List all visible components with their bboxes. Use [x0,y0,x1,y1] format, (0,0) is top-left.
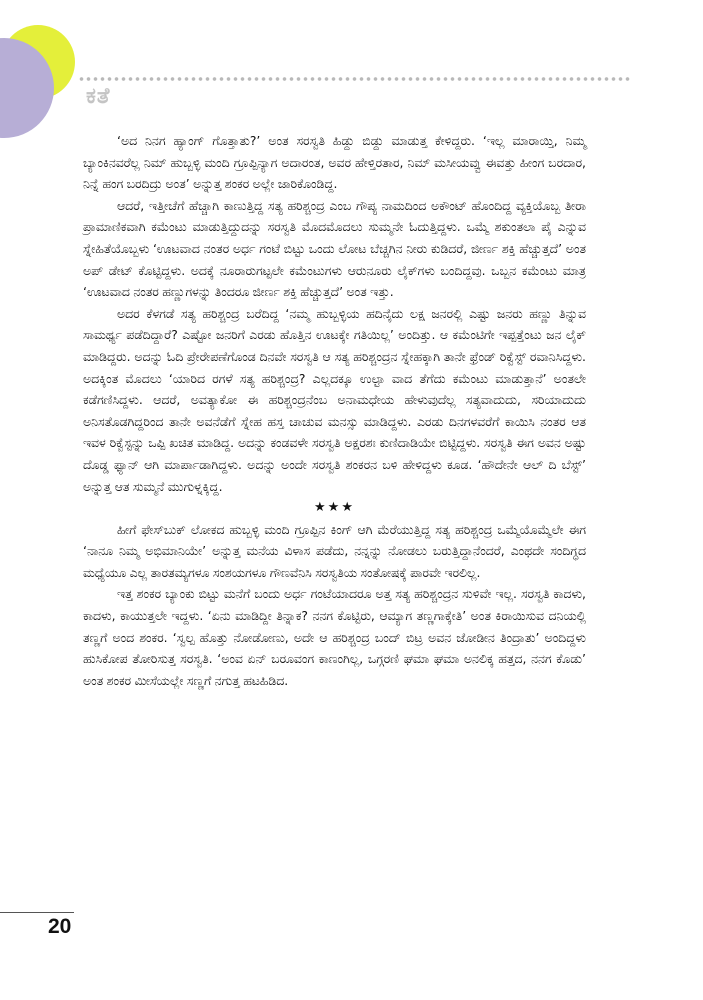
dotted-rule [78,76,630,82]
section-separator: ★★★ [314,500,355,516]
article-body [83,130,586,691]
paragraph: ‘ಅದ ನಿನಗ ಹ್ಯಾಂಗ್ ಗೊತ್ತಾತು?’ ಅಂತ ಸರಸ್ವತಿ ಹಿಡ್ದು ಬಿಡ್ದು ಮಾಡುತ್ತ ಕೇಳಿದ್ದರು. ‘ಇಲ್ಲ ಮಾರಾಯ್ತಿ, ನಿಮ್ಮ ಬ್ಯಾಂಕಿನವರೆಲ್ಲ ನಿಮ್ ಹುಬ್ಬಳ್ಳಿ ಮಂದಿ ಗ್ರೂಪ್ಪಿನ್ಯಾಗ ಅದಾರಂತ, ಅವರ ಹೇಳ್ತಿರತಾರ, ನಿಮ್ ಮಸೀಯವ್ವು ಈವತ್ತು ಹೀಂಗ ಬರದಾರ, ನಿನ್ನೆ ಹಂಗ ಬರದಿದ್ರು ಅಂತ’ ಅನ್ನುತ್ತ ಶಂಕರ ಅಲ್ಲೇ ಜಾರಿಕೊಂಡಿದ್ದ. [83,133,586,192]
page-number: 20 [48,915,72,938]
section-label: ಕತೆ [86,84,111,109]
footer-rule [0,912,74,913]
corner-decoration [0,0,120,140]
paragraph: ಆದರೆ, ಇತ್ತೀಚೆಗೆ ಹೆಚ್ಚಾಗಿ ಕಾಣುತ್ತಿದ್ದ ಸತ್ಯ ಹರಿಶ್ಚಂದ್ರ ಎಂಬ ಗೌಪ್ಯ ನಾಮದಿಂದ ಅಕೌಂಟ್ ಹೊಂದಿದ್ದ ವ್ಯಕ್ತಿಯೊಬ್ಬ ತೀರಾ ಪ್ರಾಮಾಣಿಕವಾಗಿ ಕಮೆಂಟು ಮಾಡುತ್ತಿದ್ದುದನ್ನು ಸರಸ್ವತಿ ಮೊದಮೊದಲು ಸುಮ್ಮನೇ ಓದುತ್ತಿದ್ದಳು. ಒಮ್ಮೆ ಶಕುಂತಲಾ ಪೈ ಎನ್ನುವ ಸ್ನೇಹಿತೆಯೊಬ್ಬಳು ‘ಊಟವಾದ ನಂತರ ಅರ್ಧ ಗಂಟೆ ಬಿಟ್ಟು ಒಂದು ಲೋಟ ಬೆಚ್ಚಗಿನ ನೀರು ಕುಡಿದರೆ, ಜೀರ್ಣ ಶಕ್ತಿ ಹೆಚ್ಚುತ್ತದೆ’ ಅಂತ ಅಪ್ ಡೇಟ್ ಕೊಟ್ಟಿದ್ದಳು. ಅದಕ್ಕೆ ನೂರಾರುಗಟ್ಟಲೇ ಕಮೆಂಟುಗಳು ಆರುನೂರು ಲೈಕ್‌ಗಳು ಬಂದಿದ್ದವು. ಒಬ್ಬನ ಕಮೆಂಟು ಮಾತ್ರ ‘ಊಟವಾದ ನಂತರ ಹಣ್ಣುಗಳನ್ನು ತಿಂದರೂ ಜೀರ್ಣ ಶಕ್ತಿ ಹೆಚ್ಚುತ್ತದೆ’ ಅಂತ ಇತ್ತು. [83,197,586,300]
paragraph: ಹೀಗೆ ಫೇಸ್‌ಬುಕ್ ಲೋಕದ ಹುಬ್ಬಳ್ಳಿ ಮಂದಿ ಗ್ರೂಪ್ಪಿನ ಕಿಂಗ್ ಆಗಿ ಮೆರೆಯುತ್ತಿದ್ದ ಸತ್ಯ ಹರಿಶ್ಚಂದ್ರ ಒಮ್ಮೆಯೊಮ್ಮೆಲೇ ಈಗ ‘ನಾನೂ ನಿಮ್ಮ ಅಭಿಮಾನಿಯೇ’ ಅನ್ನುತ್ತ ಮನೆಯ ವಿಳಾಸ ಪಡೆದು, ನನ್ನನ್ನು ನೋಡಲು ಬರುತ್ತಿದ್ದಾನೆಂದರೆ, ಎಂಥದೇ ಸಂದಿಗ್ಧದ ಮಧ್ಯೆಯೂ ಎಲ್ಲ ತಾರತಮ್ಯಗಳೂ ಸಂಶಯಗಳೂ ಗೌಣವೆನಿಸಿ ಸರಸ್ವತಿಯ ಸಂತೋಷಕ್ಕೆ ಪಾರವೇ ಇರಲಿಲ್ಲ. [83,521,586,580]
paragraph: ಅದರ ಕೆಳಗಡೆ ಸತ್ಯ ಹರಿಶ್ಚಂದ್ರ ಬರೆದಿದ್ದ ‘ನಮ್ಮ ಹುಬ್ಬಳ್ಳಿಯ ಹದಿನೈದು ಲಕ್ಷ ಜನರಲ್ಲಿ ಎಷ್ಟು ಜನರು ಹಣ್ಣು ತಿನ್ನುವ ಸಾಮರ್ಥ್ಯ ಪಡೆದಿದ್ದಾರೆ? ಎಷ್ಟೋ ಜನರಿಗೆ ಎರಡು ಹೊತ್ತಿನ ಊಟಕ್ಕೇ ಗತಿಯಿಲ್ಲ’ ಅಂದಿತ್ತು. ಆ ಕಮೆಂಟಿಗೇ ಇಪ್ಪತ್ತೆಂಟು ಜನ ಲೈಕ್ ಮಾಡಿದ್ದರು. ಅದನ್ನು ಓದಿ ಪ್ರೇರೇಪಣೆಗೊಂಡ ದಿನವೇ ಸರಸ್ವತಿ ಆ ಸತ್ಯ ಹರಿಶ್ಚಂದ್ರನ ಸ್ನೇಹಕ್ಕಾಗಿ ತಾನೇ ಫ್ರೆಂಡ್ ರಿಕ್ವೆಸ್ಟ್ ರವಾನಿಸಿದ್ದಳು. ಅದಕ್ಕಿಂತ ಮೊದಲು ‘ಯಾರಿದ ರಗಳೆ ಸತ್ಯ ಹರಿಶ್ಚಂದ್ರ? ಎಲ್ಲದಕ್ಕೂ ಉಲ್ಟಾ ವಾದ ತೆಗೆದು ಕಮೆಂಟು ಮಾಡುತ್ತಾನೆ’ ಅಂತಲೇ ಕಡೆಗಣಿಸಿದ್ದಳು. ಆದರೆ, ಅವತ್ಯಾಕೋ ಈ ಹರಿಶ್ಚಂದ್ರನೆಂಬ ಅನಾಮಧೇಯ ಹೇಳುವುದೆಲ್ಲ ಸತ್ಯವಾದುದು, ಸರಿಯಾದುದು ಅನಿಸತೊಡಗಿದ್ದರಿಂದ ತಾನೇ ಅವನೆಡೆಗೆ ಸ್ನೇಹ ಹಸ್ತ ಚಾಚುವ ಮನಸ್ಸು ಮಾಡಿದ್ದಳು. ಎರಡು ದಿನಗಳವರೆಗೆ ಕಾಯಿಸಿ ನಂತರ ಆತ ಇವಳ ರಿಕ್ವೆಸ್ಟನ್ನು ಒಪ್ಪಿ ಖಚಿತ ಮಾಡಿದ್ದ. ಅದನ್ನು ಕಂಡವಳೇ ಸರಸ್ವತಿ ಅಕ್ಷರಶಃ ಕುಣಿದಾಡಿಯೇ ಬಿಟ್ಟಿದ್ದಳು. ಸರಸ್ವತಿ ಈಗ ಅವನ ಅಷ್ಟು ದೊಡ್ಡ ಫ್ಯಾನ್ ಆಗಿ ಮಾರ್ಪಾಡಾಗಿದ್ದಳು. ಅದನ್ನು ಅಂದೇ ಸರಸ್ವತಿ ಶಂಕರನ ಬಳಿ ಹೇಳಿದ್ದಳು ಕೂಡ. ‘ಹೌದೇನೇ ಆಲ್ ದಿ ಬೆಸ್ಟ್’ ಅನ್ನುತ್ತ ಆತ ಸುಮ್ಮನೆ ಮುಗುಳ್ನಕ್ಕಿದ್ದ. [83,305,586,494]
paragraph: ಇತ್ತ ಶಂಕರ ಬ್ಯಾಂಕು ಬಿಟ್ಟು ಮನೆಗೆ ಬಂದು ಅರ್ಧ ಗಂಟೆಯಾದರೂ ಅತ್ತ ಸತ್ಯ ಹರಿಶ್ಚಂದ್ರನ ಸುಳಿವೇ ಇಲ್ಲ. ಸರಸ್ವತಿ ಕಾದಳು, ಕಾದಳು, ಕಾಯುತ್ತಲೇ ಇದ್ದಳು. ‘ಏನು ಮಾಡಿದ್ದೀ ತಿನ್ನಾಕ? ನನಗ ಕೊಟ್ಟಿರು, ಆಮ್ಯಾಗ ತಣ್ಣಗಾಕ್ಕೇತಿ’ ಅಂತ ಕಿರಾಯಿಸುವ ದನಿಯಲ್ಲಿ ತಣ್ಣಗೆ ಅಂದ ಶಂಕರ. ‘ಸ್ವಲ್ಪ ಹೊತ್ತು ನೋಡೋಣು, ಅದೇ ಆ ಹರಿಶ್ಚಂದ್ರ ಬಂದ್ ಬಿಟ್ರ ಅವನ ಜೋಡೀನ ತಿಂದ್ರಾತು’ ಅಂದಿದ್ದಳು ಹುಸಿಕೋಪ ತೋರಿಸುತ್ತ ಸರಸ್ವತಿ. ‘ಅಂವ ಏನ್ ಬರೂವಂಗ ಕಾಣಂಗಿಲ್ಲ, ಒಗ್ಗರಣಿ ಘಮಾ ಘಮಾ ಅನಲಿಕ್ಕ ಹತ್ತದ, ನನಗ ಕೊಡು’ ಅಂತ ಶಂಕರ ಮೀಸೆಯಲ್ಲೇ ಸಣ್ಣಗೆ ನಗುತ್ತ ಹಟಹಿಡಿದ. [83,586,586,688]
